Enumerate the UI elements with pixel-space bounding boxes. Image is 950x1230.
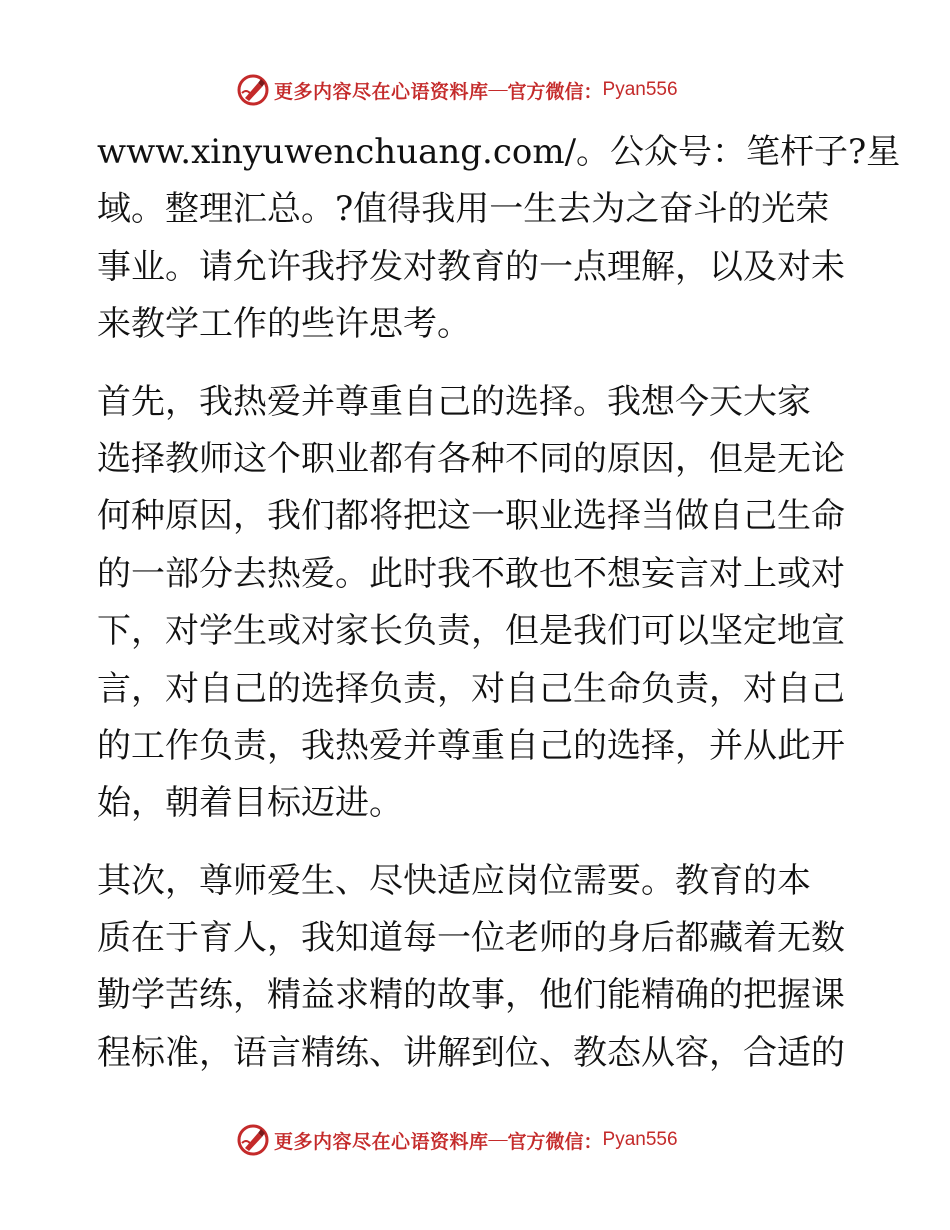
banner-title: 更多内容尽在心语资料库 [274, 80, 489, 103]
banner-title: 更多内容尽在心语资料库 [274, 1130, 489, 1153]
banner-wechat-label: 官方微信： [507, 1130, 603, 1153]
text-line: 勤学苦练，精益求精的故事，他们能精确的把握课 [97, 975, 845, 1016]
banner-separator: — [488, 1129, 508, 1150]
banner-wechat-label: 官方微信： [507, 80, 603, 103]
banner-wechat-id: Pyan556 [602, 79, 678, 100]
text-line: 程标准，语言精练、讲解到位、教态从容，合适的 [97, 1032, 845, 1073]
document-body [97, 124, 901, 1082]
banner-wechat-id: Pyan556 [602, 1129, 678, 1150]
paragraph-gap [97, 354, 857, 374]
paragraph-gap [97, 833, 857, 853]
text-line: 事业。请允许我抒发对教育的一点理解，以及对未 [97, 246, 845, 287]
text-line: 的工作负责，我热爱并尊重自己的选择，并从此开 [97, 725, 845, 766]
text-line: 质在于育人，我知道每一位老师的身后都藏着无数 [97, 918, 845, 959]
text-line: 何种原因，我们都将把这一职业选择当做自己生命 [97, 496, 845, 537]
text-line: www.xinyuwenchuang.com/。公众号：笔杆子?星 [97, 132, 901, 172]
text-line: 选择教师这个职业都有各种不同的原因，但是无论 [97, 438, 845, 479]
text-line: 的一部分去热爱。此时我不敢也不想妄言对上或对 [97, 553, 845, 594]
text-line: 域。整理汇总。?值得我用一生去为之奋斗的光荣 [97, 189, 830, 230]
paragraph [97, 853, 857, 1083]
pen-logo-icon [236, 1123, 270, 1157]
text-line: 下，对学生或对家长负责，但是我们可以坚定地宣 [97, 611, 845, 652]
text-line: 始，朝着目标迈进。 [97, 783, 403, 824]
footer-banner [236, 1122, 678, 1158]
header-banner [236, 72, 678, 108]
text-line: 来教学工作的些许思考。 [97, 304, 471, 345]
paragraph [97, 124, 901, 354]
banner-separator: — [488, 79, 508, 100]
pen-logo-icon [236, 73, 270, 107]
text-line: 首先，我热爱并尊重自己的选择。我想今天大家 [97, 381, 811, 422]
text-line: 其次，尊师爱生、尽快适应岗位需要。教育的本 [97, 860, 811, 901]
text-line: 言，对自己的选择负责，对自己生命负责，对自己 [97, 668, 845, 709]
paragraph [97, 374, 857, 833]
